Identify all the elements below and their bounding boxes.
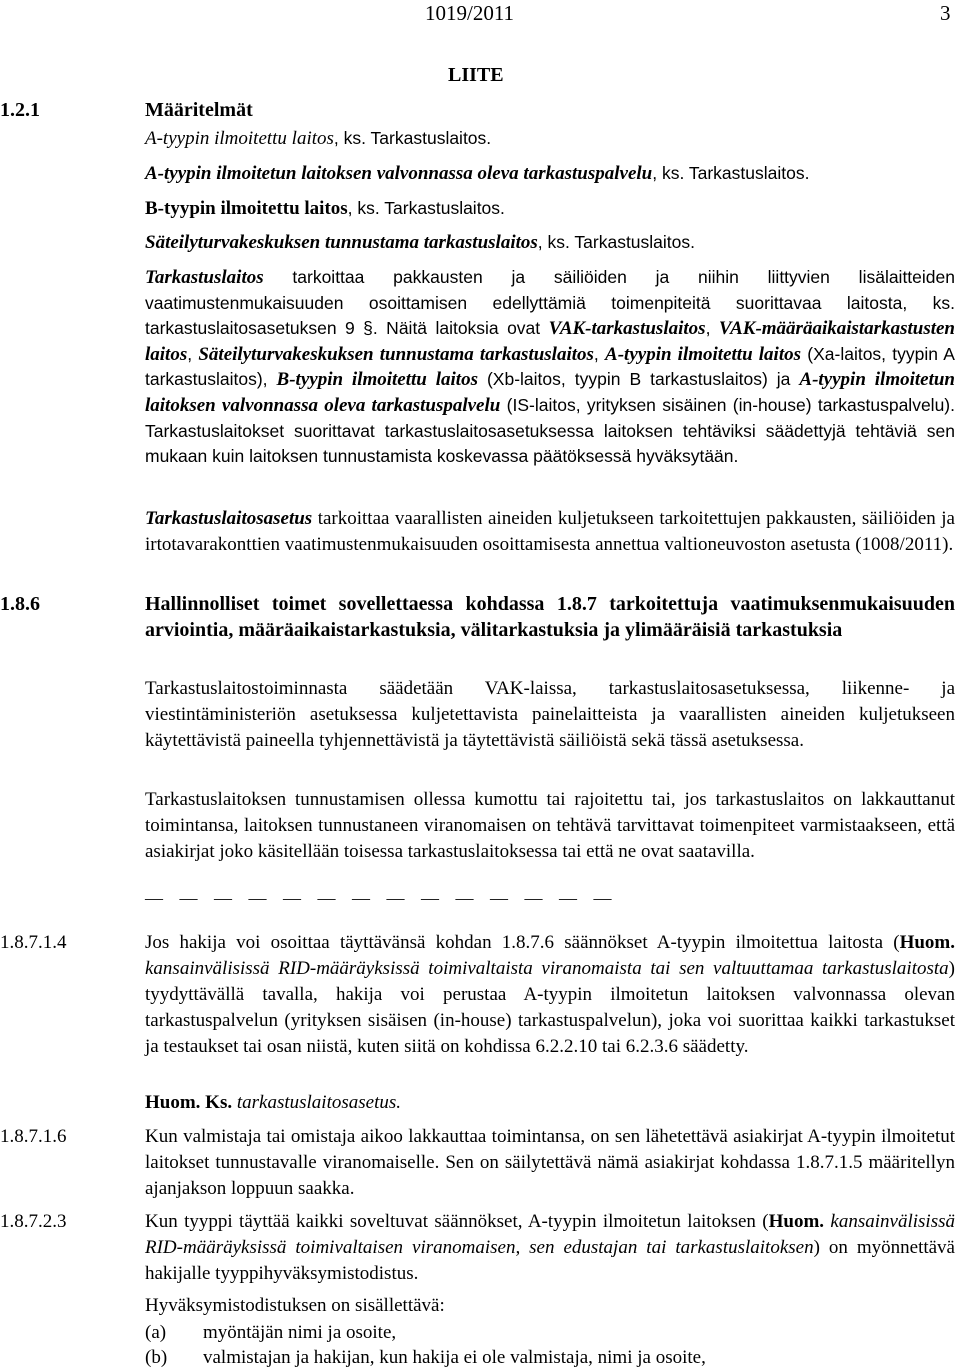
defined-term: VAK-tarkastuslaitos xyxy=(548,318,706,340)
list-item xyxy=(145,1320,396,1346)
defined-term: B-tyypin ilmoitettu laitos xyxy=(276,369,478,391)
list-item-label: (b) xyxy=(145,1347,168,1368)
definition-reference: , ks. Tarkastuslaitos. xyxy=(333,128,492,148)
paragraph-text: Kun tyyppi täyttää kaikki soveltuvat säännökset, A-tyypin ilmoitetun laitoksen ( xyxy=(145,1211,769,1232)
defined-term: A-tyypin ilmoitetun laitoksen valvonnassa oleva tarkastuspalvelu xyxy=(145,163,653,184)
definition-reference: , ks. Tarkastuslaitos. xyxy=(652,163,810,183)
page-number: 3 xyxy=(940,1,951,25)
defined-term: A-tyypin ilmoitettu laitos xyxy=(605,343,802,365)
document-number: 1019/2011 xyxy=(425,1,515,25)
list-item-text: myöntäjän nimi ja osoite, xyxy=(203,1322,397,1343)
definition-line xyxy=(145,195,955,229)
separator-dashes: — — — — — — — — — — — — — — xyxy=(145,888,618,908)
list-item xyxy=(145,1345,706,1371)
defined-term: VAK-määräaikaistarkastusten laitos xyxy=(145,318,955,365)
tarkastuslaitos-definition xyxy=(145,265,955,470)
paragraph-text: ) on myönnettävä hakijalle tyyppihyväksymistodistus. xyxy=(145,1237,955,1284)
note-label: Huom. xyxy=(899,932,955,953)
definition-text: (Xa-laitos, tyypin A tarkastuslaitos), xyxy=(145,343,955,390)
definition-line xyxy=(145,125,955,160)
defined-term: Tarkastuslaitos xyxy=(145,267,264,288)
defined-term: Säteilyturvakeskuksen tunnustama tarkastuslaitos xyxy=(198,343,594,365)
list-intro: Hyväksymistodistuksen on sisällettävä: xyxy=(145,1295,445,1316)
separator-text: , xyxy=(187,343,199,364)
defined-term: A-tyypin ilmoitettu laitos xyxy=(145,128,334,149)
section-number-1-8-6: 1.8.6 xyxy=(0,593,40,615)
list-item-label: (a) xyxy=(145,1322,167,1343)
defined-term: Tarkastuslaitosasetus xyxy=(145,508,313,529)
section-title-administrative-measures: Hallinnolliset toimet sovellettaessa kohdassa 1.8.7 tarkoitettuja vaatimuksenmukaisuuden arviointia, määräaikaistarkastuksia, välitarkastuksia ja ylimääräisiä tarkastuksia xyxy=(145,593,955,641)
note-label: Huom. Ks. xyxy=(145,1092,233,1113)
paragraph: Kun valmistaja tai omistaja aikoo lakkauttaa toimintansa, on sen lähetettävä asiakirjat A-tyypin ilmoitetut laitokset tunnustavalle viranomaiselle. Sen on säilytettävä nämä asiakirjat kohdassa 1.8.7.1.5 määritellyn ajanjakson loppuun saakka. xyxy=(145,1126,955,1199)
paragraph-text: ) tyydyttävällä tavalla, hakija voi perustaa A-tyypin ilmoitetun laitoksen valvonnassa olevan tarkastuspalvelun (yrityksen sisäisen (in-house) tarkastuspalvelun), joka voi suorittaa kaikki tarkastukset ja testaukset tai osan niistä, kuten siitä on kohdissa 6.2.2.10 tai 6.2.3.6 säädetty. xyxy=(145,958,955,1057)
defined-term: B-tyypin ilmoitettu laitos xyxy=(145,198,348,219)
note-text: tarkastuslaitosasetus. xyxy=(232,1092,402,1113)
list-item-text: valmistajan ja hakijan, kun hakija ei ole valmistaja, nimi ja osoite, xyxy=(203,1347,706,1368)
section-title-definitions: Määritelmät xyxy=(145,99,253,121)
defined-term: A-tyypin ilmoitetun laitoksen valvonnassa oleva tarkastuspalvelu xyxy=(145,369,955,416)
defined-term: Säteilyturvakeskuksen tunnustama tarkastuslaitos xyxy=(145,232,538,253)
definitions-list xyxy=(145,125,955,265)
definition-line xyxy=(145,160,955,195)
paragraph: Tarkastuslaitoksen tunnustamisen ollessa kumottu tai rajoitettu tai, jos tarkastuslaitos on lakkauttanut toimintansa, laitoksen tunnustaneen viranomaisen on tehtävä tarvittavat toimenpiteet varmistaakseen, että asiakirjat joko käsitellään toisessa tarkastuslaitoksessa tai että ne ovat saatavilla. xyxy=(145,789,955,862)
paragraph-text: Jos hakija voi osoittaa täyttävänsä kohdan 1.8.7.6 säännökset A-tyypin ilmoitettua laitosta ( xyxy=(145,932,900,953)
note-text: kansainvälisissä RID-määräyksissä toimivaltaisen viranomaisen, sen edustajan tai tarkastuslaitoksen xyxy=(145,1211,955,1258)
definition-text: (Xb-laitos, tyypin B tarkastuslaitos) ja xyxy=(477,369,800,390)
note-text: kansainvälisissä RID-määräyksissä toimivaltaista viranomaista tai sen valtuuttamaa tarkastuslaitosta xyxy=(145,958,949,979)
note-line xyxy=(145,1090,955,1116)
definition-text: tarkoittaa pakkausten ja säiliöiden ja niihin liittyvien lisälaitteiden vaatimustenmukaisuuden osoittamisen edellyttämiä toimenpiteitä suorittavaa laitosta, ks. tarkastuslaitosasetuksen 9 §. Näitä laitoksia ovat xyxy=(145,267,955,339)
definition-text: (IS-laitos, yrityksen sisäinen (in-house) tarkastuspalvelu). Tarkastuslaitokset suorittavat tarkastuslaitosasetuksessa laitoksen tehtäviksi säädettyjä tehtäviä sen mukaan kuin laitoksen tunnustamista koskevassa päätöksessä hyväksytään. xyxy=(145,394,955,467)
section-number-1-8-7-2-3: 1.8.7.2.3 xyxy=(0,1211,67,1232)
separator-text: , xyxy=(705,318,719,339)
paragraph: Tarkastuslaitostoiminnasta säädetään VAK-laissa, tarkastuslaitosasetuksessa, liikenne- ja viestintäministeriön asetuksessa kuljetettavista painelaitteista ja vaarallisten aineiden kuljetukseen käytettävistä paineella tyhjennettävistä ja täytettävistä säiliöistä sekä tässä asetuksessa. xyxy=(145,678,955,751)
tarkastuslaitosasetus-definition xyxy=(145,506,955,558)
paragraph xyxy=(145,1209,955,1287)
definition-text: tarkoittaa vaarallisten aineiden kuljetukseen tarkoitettujen pakkausten, säiliöiden ja irtotavarakonttien vaatimustenmukaisuuden osoittamisesta annettua valtioneuvoston asetusta (1008/2011). xyxy=(145,508,955,555)
section-number-1-8-7-1-4: 1.8.7.1.4 xyxy=(0,932,67,953)
definition-line xyxy=(145,229,955,265)
definition-reference: , ks. Tarkastuslaitos. xyxy=(537,232,696,252)
separator-text: , xyxy=(593,343,606,364)
section-number-1-8-7-1-6: 1.8.7.1.6 xyxy=(0,1126,67,1147)
appendix-label: LIITE xyxy=(448,64,504,86)
note-label: Huom. xyxy=(768,1211,825,1232)
section-number-1-2-1: 1.2.1 xyxy=(0,99,40,121)
paragraph xyxy=(145,930,955,1060)
definition-reference: , ks. Tarkastuslaitos. xyxy=(347,198,505,218)
